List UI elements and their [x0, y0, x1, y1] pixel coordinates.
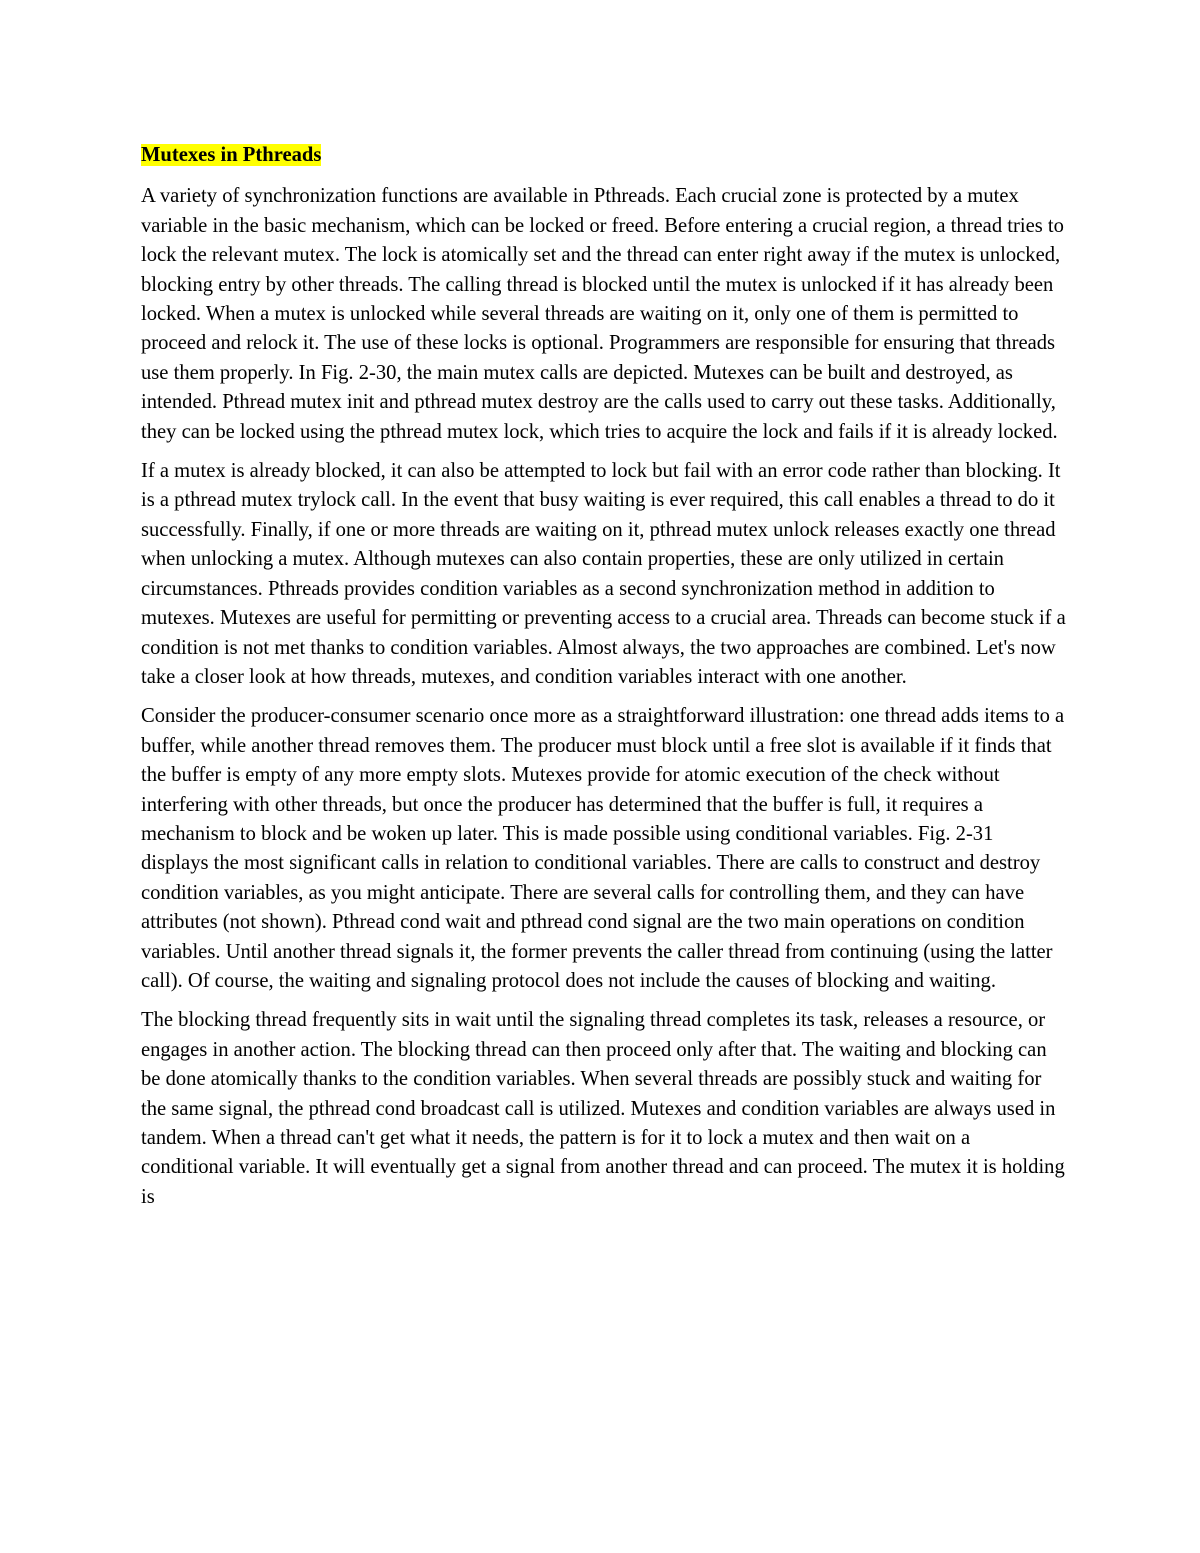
document-body — [141, 141, 1066, 1222]
document-title — [141, 141, 1066, 170]
highlighted-title-text: Mutexes in Pthreads — [141, 144, 322, 166]
paragraph-3: Consider the producer-consumer scenario once more as a straightforward illustration: one thread adds items to a buffer, while another thread removes them. The producer must block until a free slot is available if it finds that the buffer is empty of any more empty slots. Mutexes provide for atomic execution of the check without interfering with other threads, but once the producer has determined that the buffer is full, it requires a mechanism to block and be woken up later. This is made possible using conditional variables. Fig. 2-31 displays the most significant calls in relation to conditional variables. There are calls to construct and destroy condition variables, as you might anticipate. There are several calls for controlling them, and they can have attributes (not shown). Pthread cond wait and pthread cond signal are the two main operations on condition variables. Until another thread signals it, the former prevents the caller thread from continuing (using the latter call). Of course, the waiting and signaling protocol does not include the causes of blocking and waiting. — [141, 705, 1065, 992]
paragraph-4: The blocking thread frequently sits in wait until the signaling thread completes its task, releases a resource, or engages in another action. The blocking thread can then proceed only after that. The waiting and blocking can be done atomically thanks to the condition variables. When several threads are possibly stuck and waiting for the same signal, the pthread cond broadcast call is utilized. Mutexes and condition variables are always used in tandem. When a thread can't get what it needs, the pattern is for it to lock a mutex and then wait on a conditional variable. It will eventually get a signal from another thread and can proceed. The mutex it is holding is — [141, 1009, 1065, 1208]
paragraph-1: A variety of synchronization functions are available in Pthreads. Each crucial zone is protected by a mutex variable in the basic mechanism, which can be locked or freed. Before entering a crucial region, a thread tries to lock the relevant mutex. The lock is atomically set and the thread can enter right away if the mutex is unlocked, blocking entry by other threads. The calling thread is blocked until the mutex is unlocked if it has already been locked. When a mutex is unlocked while several threads are waiting on it, only one of them is permitted to proceed and relock it. The use of these locks is optional. Programmers are responsible for ensuring that threads use them properly. In Fig. 2-30, the main mutex calls are depicted. Mutexes can be built and destroyed, as intended. Pthread mutex init and pthread mutex destroy are the calls used to carry out these tasks. Additionally, they can be locked using the pthread mutex lock, which tries to acquire the lock and fails if it is already locked. — [141, 185, 1064, 443]
paragraph-2: If a mutex is already blocked, it can also be attempted to lock but fail with an error code rather than blocking. It is a pthread mutex trylock call. In the event that busy waiting is ever required, this call enables a thread to do it successfully. Finally, if one or more threads are waiting on it, pthread mutex unlock releases exactly one thread when unlocking a mutex. Although mutexes can also contain properties, these are only utilized in certain circumstances. Pthreads provides condition variables as a second synchronization method in addition to mutexes. Mutexes are useful for permitting or preventing access to a crucial area. Threads can become stuck if a condition is not met thanks to condition variables. Almost always, the two approaches are combined. Let's now take a closer look at how threads, mutexes, and condition variables interact with one another. — [141, 460, 1066, 688]
